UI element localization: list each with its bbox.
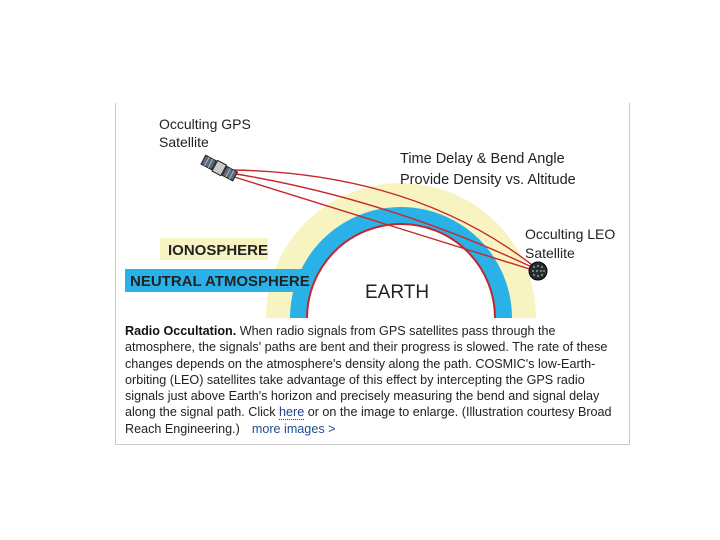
caption-body: When radio signals from GPS satellites pass through the atmosphere, the signals' paths are bent and their progress is slowed. The rate of these changes depends on the atmosphere's density along the path. COSMIC's low-Earth-orbiting (LEO) satellites take advantage of this effect by intercepting the GPS radio signals just above Earth's horizon and precisely measuring the bend and signal delay along the signal path. Click xyxy=(125,324,608,420)
time-delay-label-line2: Provide Density vs. Altitude xyxy=(400,172,576,188)
figure-panel xyxy=(115,103,630,445)
caption-after-link: or on the image to enlarge. (Illustration courtesy Broad Reach Engineering.) xyxy=(125,405,612,436)
ionosphere-label: IONOSPHERE xyxy=(168,242,269,259)
earth-label: EARTH xyxy=(365,282,430,303)
gps-satellite-label-line2: Satellite xyxy=(159,134,209,150)
caption-title: Radio Occultation. xyxy=(125,324,237,338)
leo-satellite-icon[interactable] xyxy=(529,262,547,280)
gps-satellite-label-line1: Occulting GPS xyxy=(159,116,251,132)
figure-caption xyxy=(125,323,625,437)
enlarge-here-link[interactable]: here xyxy=(279,405,305,420)
leo-satellite-label-line2: Satellite xyxy=(525,245,575,261)
radio-occultation-diagram[interactable] xyxy=(116,103,630,318)
gps-satellite-icon[interactable] xyxy=(201,154,238,181)
neutral-atmosphere-label: NEUTRAL ATMOSPHERE xyxy=(130,273,310,290)
leo-satellite-label-line1: Occulting LEO xyxy=(525,226,616,242)
time-delay-label-line1: Time Delay & Bend Angle xyxy=(400,151,565,167)
more-images-link[interactable]: more images > xyxy=(251,421,336,436)
